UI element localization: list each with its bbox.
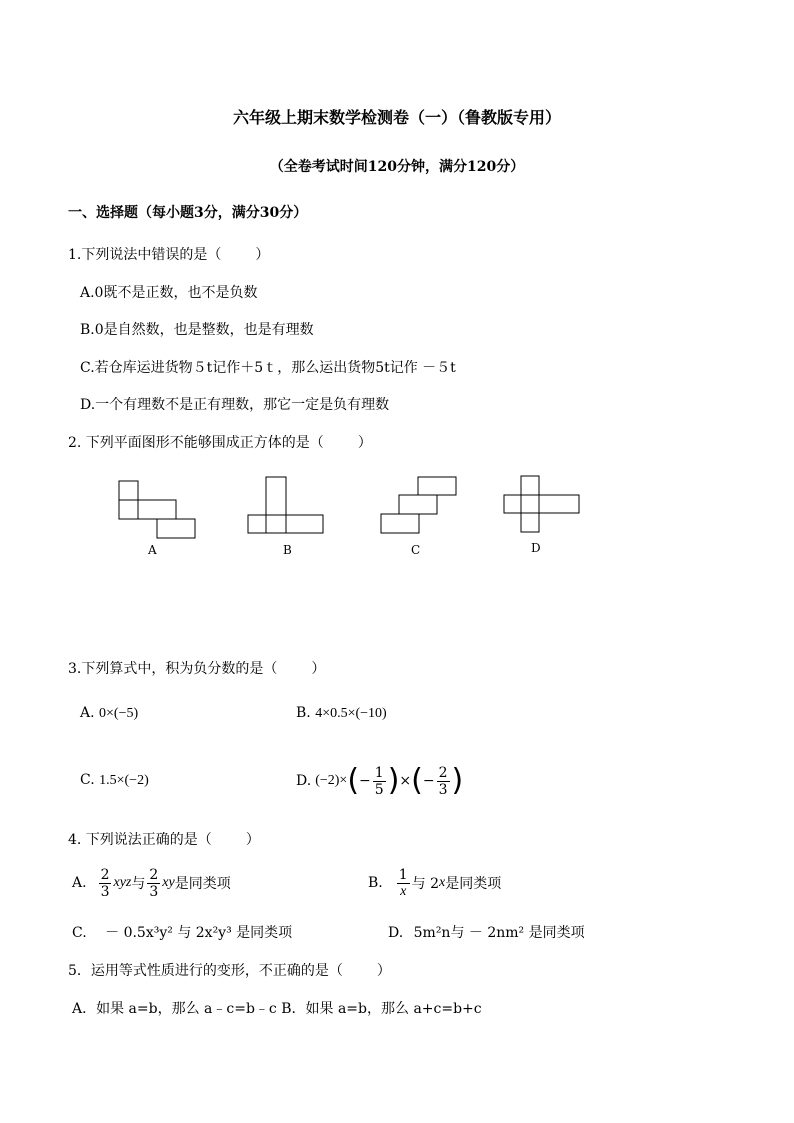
question-3-option-b — [296, 705, 387, 722]
conjunction: 与 — [131, 876, 146, 892]
fraction-one-fifth — [373, 766, 386, 797]
right-paren: ) — [451, 763, 464, 798]
question-5 — [68, 960, 391, 980]
question-4-option-a — [72, 862, 231, 904]
question-1-close: ） — [255, 247, 270, 263]
conjunction: 与 2 — [411, 876, 440, 892]
term-variable: xyz — [113, 875, 132, 890]
left-paren: ( — [347, 763, 360, 798]
question-4-option-c — [72, 922, 292, 942]
option-label: A. — [72, 875, 87, 891]
fraction-two-thirds — [437, 766, 450, 797]
cube-net-c — [378, 474, 460, 536]
fraction-numerator: 1 — [374, 764, 384, 781]
fraction-numerator: 2 — [149, 866, 159, 883]
section-heading: 一、选择题（每小题3分，满分30分） — [68, 205, 308, 221]
cube-net-label-b: B — [283, 543, 292, 557]
right-paren: ) — [387, 763, 400, 798]
page-title: 六年级上期末数学检测卷（一）（鲁教版专用） — [232, 108, 561, 127]
question-5-close: ） — [376, 963, 391, 979]
question-3-close: ） — [311, 661, 326, 677]
fraction-denominator: 3 — [149, 883, 159, 900]
cube-net-label-d: D — [531, 541, 541, 555]
option-label: C. — [72, 925, 87, 941]
option-label: A. — [80, 705, 95, 721]
question-3-option-c — [80, 772, 149, 789]
cube-net-label-a: A — [148, 543, 157, 557]
question-4-close: ） — [245, 832, 260, 848]
option-text: 5m²n与 － 2nm² 是同类项 — [413, 925, 585, 941]
option-expression: 1.5×(−2) — [99, 773, 149, 788]
cube-net-a — [116, 478, 200, 540]
question-3-stem: 3.下列算式中，积为负分数的是（ — [68, 661, 278, 677]
question-2 — [68, 432, 372, 452]
question-4-option-d — [388, 922, 585, 942]
cube-net-label-c: C — [411, 543, 421, 557]
option-label: D. — [296, 773, 312, 789]
option-expression: 4×0.5×(−10) — [315, 706, 387, 721]
fraction-denominator: 3 — [100, 883, 110, 900]
question-4-stem: 4. 下列说法正确的是（ — [68, 832, 212, 848]
fraction-numerator: 1 — [398, 866, 408, 883]
left-paren: ( — [411, 763, 423, 798]
question-1-option-d: D.一个有理数不是正有理数，那它一定是负有理数 — [80, 397, 390, 413]
fraction-one-over-x — [397, 868, 410, 899]
fraction-numerator: 2 — [100, 866, 110, 883]
fraction-denominator: 5 — [374, 781, 384, 798]
option-text: － 0.5x³y² 与 2x²y³ 是同类项 — [105, 925, 293, 941]
question-3-option-d — [296, 758, 463, 804]
fraction-denominator: 3 — [438, 781, 448, 798]
question-4 — [68, 829, 260, 849]
fraction-denominator: x — [400, 883, 407, 899]
minus-sign: − — [422, 773, 435, 789]
fraction-numerator: 2 — [438, 764, 448, 781]
question-5-options-ab: A．如果 a=b，那么 a﹣c=b﹣c B．如果 a=b，那么 a+c=b+c — [72, 1001, 482, 1017]
option-text: 是同类项 — [445, 876, 502, 892]
term-variable: x — [439, 875, 446, 890]
page-subtitle: （全卷考试时间120分钟，满分120分） — [269, 159, 525, 175]
question-2-close: ） — [357, 435, 372, 451]
times-sign: × — [399, 773, 412, 789]
question-1-option-c: C.若仓库运进货物５t记作＋5ｔ，那么运出货物5t记作 －５t — [80, 360, 456, 376]
cube-net-d — [501, 473, 583, 535]
option-label: C. — [80, 772, 95, 788]
minus-sign: − — [359, 773, 371, 789]
fraction-two-thirds — [147, 868, 160, 899]
option-expression: (−2)× — [315, 773, 348, 788]
option-expression: 0×(−5) — [99, 706, 139, 721]
question-2-stem: 2. 下列平面图形不能够围成正方体的是（ — [68, 435, 324, 451]
option-label: B. — [368, 875, 383, 891]
question-1-stem: 1.下列说法中错误的是（ — [68, 247, 222, 263]
option-label: D. — [388, 925, 404, 941]
question-3-option-a — [80, 705, 138, 722]
option-label: B. — [296, 705, 311, 721]
question-1-option-b: B.0是自然数，也是整数，也是有理数 — [80, 322, 314, 338]
question-4-option-b — [368, 862, 501, 904]
option-text: 是同类项 — [174, 876, 231, 892]
term-variable: xy — [162, 875, 175, 890]
cube-net-b — [245, 474, 327, 536]
question-1-option-a: A.0既不是正数，也不是负数 — [80, 285, 258, 301]
question-3 — [68, 658, 325, 678]
fraction-two-thirds — [99, 868, 112, 899]
question-1 — [68, 244, 269, 264]
question-5-stem: 5．运用等式性质进行的变形，不正确的是（ — [68, 963, 343, 979]
